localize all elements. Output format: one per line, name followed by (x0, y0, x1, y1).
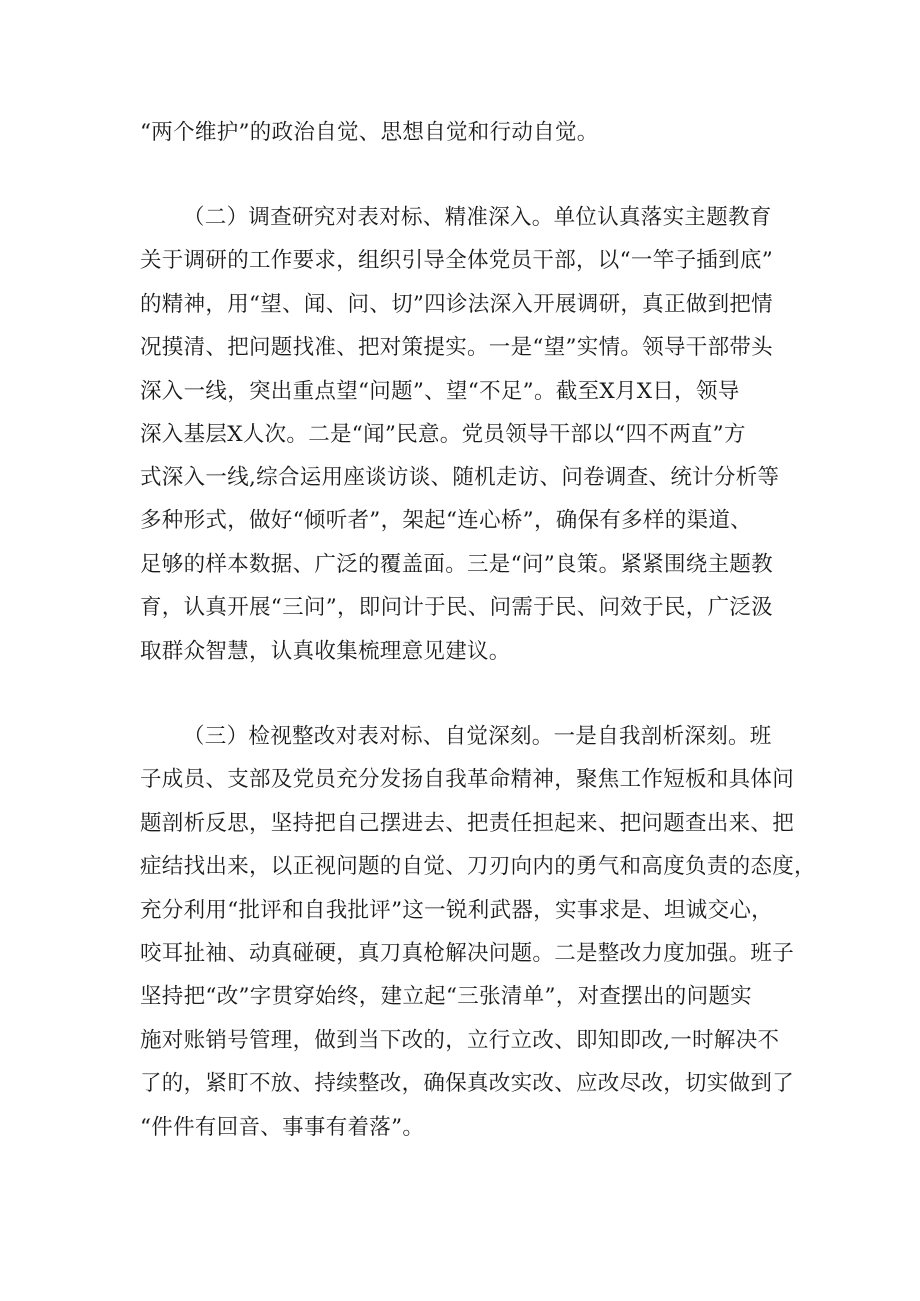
section-3-line-10: “件件有回音、事事有着落”。 (140, 1115, 425, 1140)
section-2-line-7: 式深入一线,综合运用座谈访谈、随机走访、问卷调查、统计分析等 (140, 465, 780, 490)
section-2-line-8: 多种形式，做好“倾听者”，架起“连心桥”，确保有多样的渠道、 (140, 508, 752, 533)
section-3-line-9: 了的，紧盯不放、持续整改，确保真改实改、应改尽改，切实做到了 (140, 1071, 795, 1096)
section-2-line-11: 取群众智慧，认真收集梳理意见建议。 (140, 639, 511, 664)
section-2-line-9: 足够的样本数据、广泛的覆盖面。三是“问”良策。紧紧围绕主题教 (140, 552, 773, 577)
section-3-line-5: 充分利用“批评和自我批评”这一锐利武器，实事求是、坦诚交心， (140, 898, 773, 923)
section-3-line-6: 咬耳扯袖、动真碰硬，真刀真枪解决问题。二是整改力度加强。班子 (140, 941, 795, 966)
section-2-line-6: 深入基层X人次。二是“闻”民意。党员领导干部以“四不两直”方 (140, 422, 746, 447)
section-3-line-1: （三）检视整改对表对标、自觉深刻。一是自我剖析深刻。班 (183, 724, 772, 749)
section-2-line-1: （二）调查研究对表对标、精准深入。单位认真落实主题教育 (183, 205, 772, 230)
section-2-line-4: 况摸清、把问题找准、把对策提实。一是“望”实情。领导干部带头 (140, 335, 773, 360)
section-2-line-3: 的精神，用“望、闻、问、切”四诊法深入开展调研，真正做到把情 (140, 292, 773, 317)
section-3-line-3: 题剖析反思，坚持把自己摆进去、把责任担起来、把问题查出来、把 (140, 811, 795, 836)
section-3-line-2: 子成员、支部及党员充分发扬自我革命精神，聚焦工作短板和具体问 (140, 767, 795, 792)
paragraph-continuation-line-1: “两个维护”的政治自觉、思想自觉和行动自觉。 (140, 120, 599, 145)
section-2-line-10: 育，认真开展“三问”，即问计于民、问需于民、问效于民，广泛汲 (140, 595, 773, 620)
section-3-line-7: 坚持把“改”字贯穿始终，建立起“三张清单”，对查摆出的问题实 (140, 984, 752, 1009)
section-2-line-5: 深入一线，突出重点望“问题”、望“不足”。截至X月X日，领导 (140, 379, 740, 404)
section-3-line-4: 症结找出来，以正视问题的自觉、刀刃向内的勇气和高度负责的态度， (140, 854, 816, 879)
section-3-line-8: 施对账销号管理，做到当下改的，立行立改、即知即改,一时解决不 (140, 1028, 780, 1053)
section-2-line-2: 关于调研的工作要求，组织引导全体党员干部，以“一竿子插到底” (140, 248, 773, 273)
